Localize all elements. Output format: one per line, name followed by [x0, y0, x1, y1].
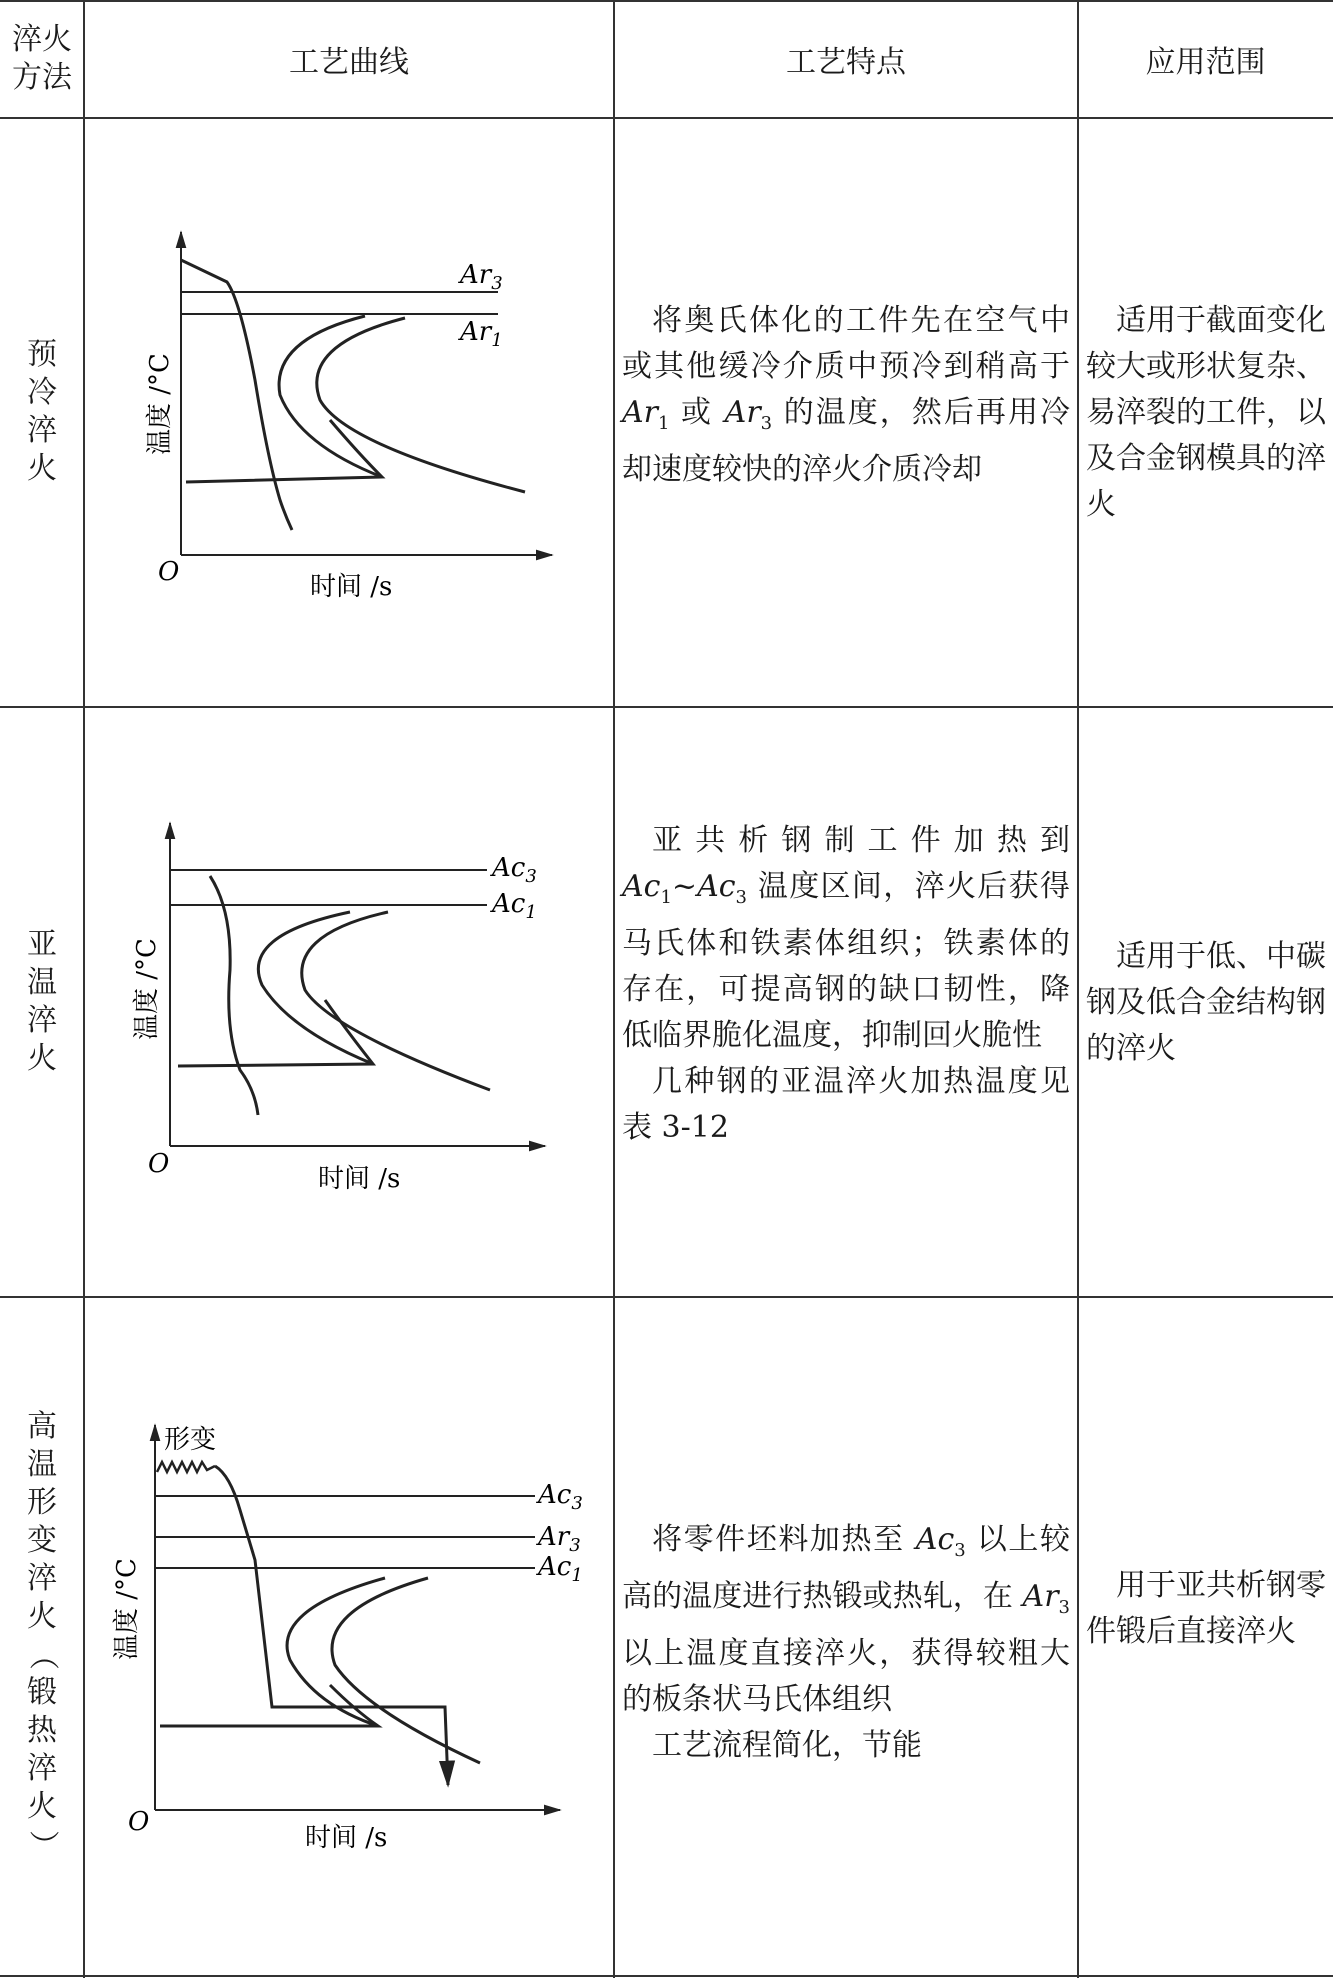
row3-process-curve	[84, 1297, 614, 1975]
x-axis-label: 时间 /s	[305, 1823, 388, 1853]
method-char: 温	[27, 964, 57, 1000]
x-axis-label: 时间 /s	[310, 572, 393, 602]
row1-method	[0, 118, 84, 706]
row1-feature	[622, 298, 1070, 493]
y-axis-label: 温度 /°C	[132, 938, 162, 1040]
row3-scope-text: 用于亚共析钢零件锻后直接淬火	[1086, 1568, 1326, 1649]
method-char: 温	[27, 1447, 57, 1482]
method-char: 亚	[27, 926, 57, 962]
transformation-end-curve	[332, 1578, 480, 1763]
row3-scope	[1086, 1563, 1328, 1655]
method-char: 淬	[27, 1751, 57, 1786]
top-label-deformation: 形变	[164, 1425, 217, 1455]
method-char: 变	[27, 1523, 57, 1558]
header-method-line2: 方法	[12, 60, 72, 95]
row3-feature-text-2: 工艺流程简化，节能	[652, 1728, 922, 1763]
header-feature: 工艺特点	[786, 45, 906, 80]
row2-method	[0, 707, 84, 1296]
curve-label-ac1: $Ac_1$	[492, 889, 537, 923]
x-axis-label: 时间 /s	[318, 1164, 401, 1194]
method-char: 火	[27, 1040, 57, 1076]
row2-feature-text-1: 亚共析钢制工件加热到 $Ac_1\sim Ac_3$ 温度区间，淬火后获得马氏体和铁素体组织；铁素体的存在，可提高钢的缺口韧性，降低临界脆化温度，抑制回火脆性	[622, 823, 1070, 1053]
row2-scope	[1086, 934, 1328, 1072]
hold-curve	[178, 1000, 373, 1066]
y-axis-label: 温度 /°C	[145, 353, 175, 455]
cooling-curve	[181, 260, 292, 530]
origin-label: O	[158, 557, 180, 587]
table-bottom-border	[0, 1975, 1333, 1977]
method-char: 冷	[27, 375, 57, 410]
method-char: 火	[27, 1789, 57, 1824]
method-char: 热	[27, 1713, 57, 1748]
row1-scope	[1086, 298, 1328, 528]
origin-label: O	[148, 1149, 170, 1179]
row3-feature-text-1: 将零件坯料加热至 $Ac_3$ 以上较高的温度进行热锻或热轧，在 $Ar_3$ 以上温度直接淬火，获得较粗大的板条状马氏体组织	[622, 1522, 1070, 1717]
col-divider-3	[1077, 0, 1079, 1978]
method-char: （	[25, 1640, 60, 1670]
method-char: 形	[27, 1485, 57, 1520]
curve-label-ar1: $Ar_1$	[460, 317, 503, 351]
header-method-line1: 淬火	[12, 22, 72, 57]
curve-label-ac1: $Ac_1$	[538, 1552, 583, 1586]
method-char: 火	[27, 451, 57, 486]
method-char: 高	[27, 1409, 57, 1444]
row1-scope-text: 适用于截面变化较大或形状复杂、易淬裂的工件，以及合金钢模具的淬火	[1086, 303, 1326, 522]
origin-label: O	[128, 1807, 150, 1837]
method-char: ）	[25, 1830, 60, 1860]
header-scope: 应用范围	[1145, 45, 1266, 80]
row2-scope-text: 适用于低、中碳钢及低合金结构钢的淬火	[1086, 939, 1326, 1066]
row2-feature-text-2: 几种钢的亚温淬火加热温度见表 3-12	[622, 1064, 1070, 1145]
row2-feature	[622, 818, 1070, 1151]
method-char: 预	[27, 337, 57, 372]
cooling-curve	[210, 876, 258, 1115]
method-char: 锻	[27, 1675, 57, 1710]
method-char: 火	[27, 1599, 57, 1634]
row1-process-curve	[84, 118, 614, 706]
method-char: 淬	[27, 413, 57, 448]
curve-label-ar3: $Ar_3$	[538, 1522, 581, 1556]
row3-method	[0, 1297, 84, 1975]
curve-label-ac3: $Ac_3$	[492, 853, 537, 887]
method-char: 淬	[27, 1002, 57, 1038]
row3-feature	[622, 1517, 1070, 1769]
y-axis-label: 温度 /°C	[112, 1558, 142, 1660]
cooling-curve	[215, 1466, 448, 1785]
row1-feature-text: 将奥氏体化的工件先在空气中或其他缓冷介质中预冷到稍高于$Ar_1$ 或 $Ar_3$ 的温度，然后再用冷却速度较快的淬火介质冷却	[622, 303, 1070, 487]
header-curve: 工艺曲线	[289, 45, 409, 80]
curve-label-ac3: $Ac_3$	[538, 1480, 583, 1514]
deformation-zigzag	[157, 1462, 215, 1472]
transformation-start-curve	[279, 316, 382, 477]
row2-process-curve	[84, 707, 614, 1296]
curve-label-ar3: $Ar_3$	[460, 260, 503, 294]
method-char: 淬	[27, 1561, 57, 1596]
header-method	[0, 0, 84, 118]
